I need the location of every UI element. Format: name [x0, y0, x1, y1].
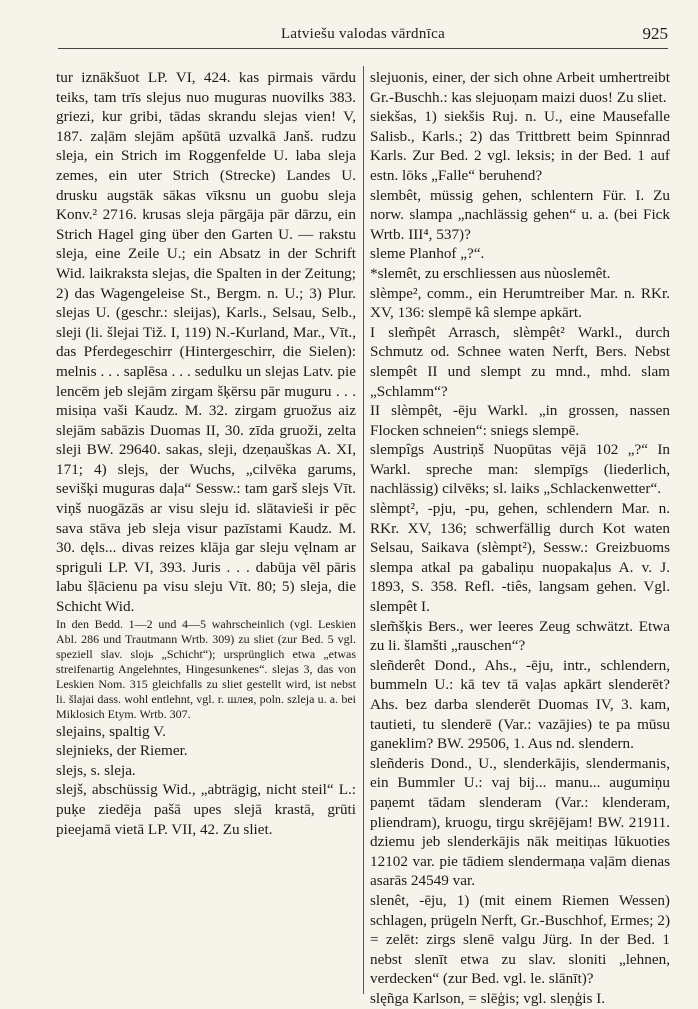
entry-slejnieks: slejnieks, der Riemer.	[56, 742, 188, 760]
entry-slemet: *slemêt, zu erschliessen aus nùoslemêt.	[370, 264, 611, 282]
right-column	[370, 68, 670, 1007]
entry-slenderis: sleñderis Dond., U., slenderkājis, slendermanis, ein Bummler U.: vaj bij... manu... augumiņu paņemt tādam slenderam (Var.: klenderam, pliendram), kruogu, tirgu skrējējam! BW. 21911. dziemu jeb slenderkājis nāk meitiņas lūkuoties 12102 var. pie tādiem slendermaņa vaļām dienas asarās 24549 var.	[370, 754, 670, 890]
entry-slejs: slejs, s. sleja.	[56, 761, 136, 779]
column-divider	[363, 66, 364, 994]
page-header	[58, 24, 668, 49]
entry-slempet-1: I slem̃pêt Arrasch, slèmpêt² Warkl., durch Schmutz od. Schnee waten Nerft, Bers. Nebst slempêt II und slempt zu mnd., mhd. slam „Schlamm“?	[370, 323, 670, 400]
etymology-note-sleja: In den Bedd. 1—2 und 4—5 wahrscheinlich (vgl. Leskien Abl. 286 und Trautmann Wrtb. 309) zu sliet (zur Bed. 5 vgl. speziell slav. slojь „Schicht“); ursprünglich etwa „etwas streifenartig Angelehntes, Hingesunkenes“. slejas 3, das von Leskien Nom. 315 gleichfalls zu sliet gestellt wird, ist nebst li. šlajai dass. wohl entlehnt, vgl. r. шлея, poln. szleja u. a. bei Miklosich Etym. Wrtb. 307.	[56, 616, 356, 721]
entry-slejuonis: slejuonis, einer, der sich ohne Arbeit umhertreibt Gr.-Buschh.: kas slejuoņam maizi duos! Zu sliet.	[370, 69, 670, 106]
entry-slejs-abschuessig: slejš, abschüssig Wid., „abträgig, nicht steil“ L.: puķe ziedēja pašā upes slejā krastā, grūti pieejamā vietā LP. VII, 42. Zu sliet.	[56, 781, 356, 838]
entry-sleja-continued: tur iznākšuot LP. VI, 424. kas pirmais vārdu teiks, tam trīs slejus nuo muguras nuovilks 383. griezi, kur gribi, tādas skrandu slejas vien! V, 187. zaļām slejām apšūtā uzvalkā Janš. rudzu sleja, ein Strich im Roggenfelde U. laba sleja zemes, ein uter Strich (Strecke) Landes U. drusku augstāk sākas vīksnu un guobu sleja Konv.² 2716. krusas sleja pārgāja pār dārzu, ein Strich Hagel ging über den Garten U. — rakstu sleja, eine Zeile U.; ein Absatz in der Schrift Wid. laikraksta slejas, die Spalten in der Zeitung; 2) das Wagengeleise St., Bergm. n. U.; 3) Plur. slejas U. (geschr.: sleijas), Karls., Selsau, Selb., sleji (li. šlejai Tiž. I, 119) N.-Kurland, Mar., Vīt., das Pferdegeschirr (Hintergeschirr, die Sielen): melnis . . . saplēsa . . . sedulku un slejas Latv. pie lencēm jeb slejām zirgam šķērsu pār muguru . . . misiņa vaši Kaudz. M. 32. zirgam gruožus aiz slejām sabāzis Duomas II, 30. zīda gruoži, zelta sleji BW. 29640. sakas, sleji, dzeņauškas A. XI, 171; 4) slejs, der Wuchs, „cilvēka garums, sevišķi muguras daļa“ Sessw.: tam garš slejs Vīt. viņš nuogāzās ar visu sleju id. slātavieši ir pēc sava stāva jeb sleja visur pazīstami Kaudz. M. 30. dęls... divas reizes klāja gar sleju vęlnam ar spriguli LP. VI, 393. Juris . . . dabūja vēl pāris labu šļācienu pa visu sleju Vīt. 80; 5) sleja, die Schicht Wid.	[56, 69, 356, 616]
running-title: Latviešu valodas vārdnīca	[280, 26, 446, 42]
left-column	[56, 68, 356, 996]
entry-sleme: sleme Planhof „?“.	[370, 245, 485, 263]
entry-slenet: slenêt, -ēju, 1) (mit einem Riemen Wessen) schlagen, prügeln Nerft, Gr.-Buschhof, Ermes; 2) = zelēt: zirgs slenē valgu Jürg. In der Bed. 1 nebst slenīt etwa zu slav. sloniti „lehnen, verdecken“ (zur Bed. vgl. le. slānīt)?	[370, 891, 670, 988]
entry-slenderet: sleñderêt Dond., Ahs., -ēju, intr., schlendern, bummeln U.: kā tev tā vaļas apkārt slenderēt? Ahs. bez darba slenderēt Duomas IV, 3. kam, tautieti, tu slenderē (Var.: vazājies) te pa mūsu ganeklim? BW. 29506, 1. Aus nd. slendern.	[370, 656, 670, 753]
entry-slempigs: slempîgs Austriņš Nuopūtas vējā 102 „?“ In Warkl. spreche man: slempīgs (liederlich, nachlässig) cilvēks; sl. laiks „Schlackenwetter“.	[370, 441, 670, 498]
entry-slejains: slejains, spaltig V.	[56, 722, 166, 740]
entry-slempet-2: II slèmpêt, -ēju Warkl. „in grossen, nassen Flocken schneien“: sniegs slempē.	[370, 402, 670, 439]
entry-slempt: slèmpt², -pju, -pu, gehen, schlendern Mar. n. RKr. XV, 136; schwerfällig durch Kot waten Selsau, Saikava (slèmpt²), Sessw.: Greizbuoms slempa atkal pa gabaliņu nuopakaļus A. v. J. 1893, S. 358. Refl. -tiês, langsam gehen. Vgl. slempêt I.	[370, 500, 670, 616]
entry-slemskis: slem̃šķis Bers., wer leeres Zeug schwätzt. Etwa zu li. šlamšti „rauschen“?	[370, 617, 670, 655]
entry-slembet: slembêt, müssig gehen, schlentern Für. I. Zu norw. slampa „nachlässig gehen“ u. a. (bei Fick Wrtb. III⁴, 537)?	[370, 186, 670, 243]
entry-slempe: slèmpe², comm., ein Herumtreiber Mar. n. RKr. XV, 136: slempē kâ slempe apkārt.	[370, 284, 670, 322]
entry-slenga: slęñga Karlson, = slēģis; vgl. sleņģis I.	[370, 989, 606, 1007]
entry-siekšas: siekšas, 1) siekšis Ruj. n. U., eine Mausefalle Salisb., Karls.; 2) das Trittbrett beim Spinnrad Karls. Zur Bed. 2 vgl. leksis; in der Bed. 1 auf estn. lōks „Falle“ beruhend?	[370, 108, 670, 184]
page-number: 925	[642, 24, 668, 43]
